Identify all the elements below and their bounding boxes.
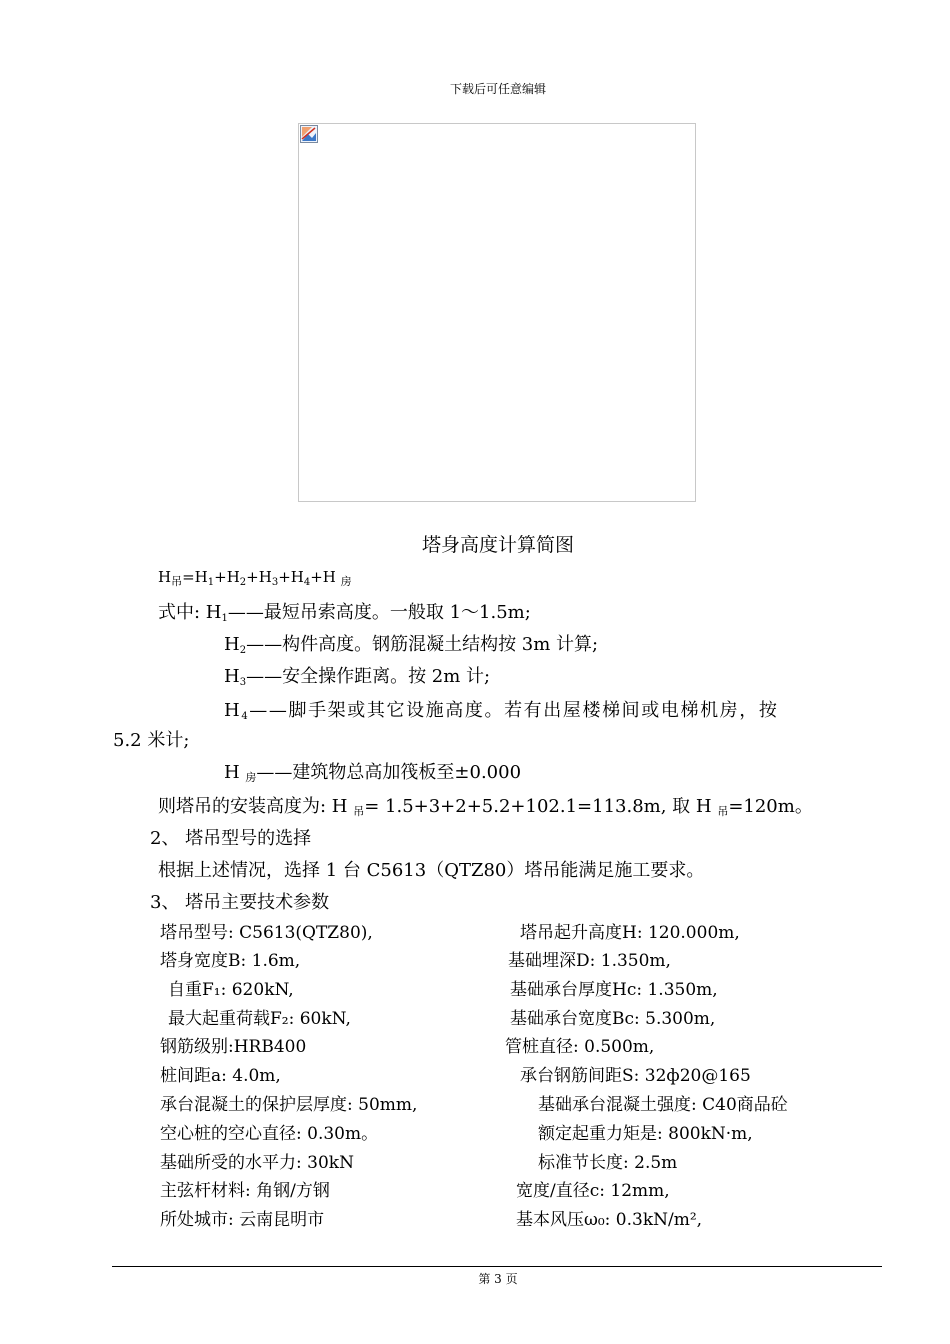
figure-caption: 塔身高度计算简图 bbox=[421, 534, 574, 556]
definition-h3: $H_3——$安全操作距离。按 2m 计; bbox=[224, 666, 491, 688]
param-left: 基础所受的水平力: 30kN bbox=[160, 1153, 354, 1173]
section-2-title: 2、 塔吊型号的选择 bbox=[150, 828, 312, 849]
param-left: 所处城市: 云南昆明市 bbox=[160, 1210, 325, 1230]
param-left: 空心桩的空心直径: 0.30m。 bbox=[160, 1124, 379, 1144]
param-right: 基本风压ω₀: 0.3kN/m², bbox=[516, 1210, 703, 1230]
param-left: 塔身宽度B: 1.6m, bbox=[160, 951, 301, 971]
param-right: 管桩直径: 0.500m, bbox=[505, 1037, 655, 1057]
param-right: 基础埋深D: 1.350m, bbox=[508, 951, 671, 971]
param-right: 塔吊起升高度H: 120.000m, bbox=[520, 923, 740, 943]
definition-h2: $H_2——$构件高度。钢筋混凝土结构按 3m 计算; bbox=[224, 634, 599, 656]
definition-h4-continued: 5.2 米计; bbox=[113, 730, 190, 751]
page-header: 下载后可任意编辑 bbox=[449, 82, 546, 96]
param-right: 标准节长度: 2.5m bbox=[538, 1153, 678, 1173]
param-left: 桩间距a: 4.0m, bbox=[160, 1066, 281, 1086]
param-left: 承台混凝土的保护层厚度: 50mm, bbox=[160, 1095, 418, 1115]
param-right: 基础承台混凝土强度: C40商品砼 bbox=[538, 1095, 788, 1115]
param-left: 钢筋级别:HRB400 bbox=[160, 1037, 307, 1057]
param-right: 额定起重力矩是: 800kN·m, bbox=[538, 1124, 753, 1144]
section-2-body: 根据上述情况，选择 1 台 C5613（QTZ80）塔吊能满足施工要求。 bbox=[158, 860, 705, 881]
install-height: 则塔吊的安装高度为: H 吊= 1.5+3+2+5.2+102.1=113.8m, 取 H 吊=120m。 bbox=[158, 796, 813, 818]
param-right: 宽度/直径c: 12mm, bbox=[516, 1181, 670, 1201]
section-3-title: 3、 塔吊主要技术参数 bbox=[150, 892, 330, 913]
definition-h-fang: H 房——建筑物总高加筏板至±0.000 bbox=[224, 762, 522, 784]
page-number: 第 3 页 bbox=[478, 1272, 518, 1286]
param-right: 基础承台厚度Hc: 1.350m, bbox=[510, 980, 718, 1000]
param-left: 塔吊型号: C5613(QTZ80), bbox=[160, 923, 373, 943]
definition-h4: $H_4——$脚手架或其它设施高度。若有出屋楼梯间或电梯机房，按 bbox=[224, 700, 779, 722]
param-right: 承台钢筋间距S: 32ф20@165 bbox=[520, 1066, 751, 1086]
footer-divider bbox=[112, 1266, 882, 1267]
height-formula: $H_吊=H_1+H_2+H_3+H_4+H$ $_房$ bbox=[158, 568, 352, 588]
figure-image-placeholder bbox=[298, 123, 696, 502]
param-left: 主弦杆材料: 角钢/方钢 bbox=[160, 1181, 330, 1201]
param-left: 最大起重荷载F₂: 60kN, bbox=[168, 1009, 351, 1029]
definition-h1: 式中: $H_1——$最短吊索高度。一般取 1～1.5m; bbox=[158, 602, 531, 624]
param-left: 自重F₁: 620kN, bbox=[168, 980, 294, 1000]
param-right: 基础承台宽度Bc: 5.300m, bbox=[510, 1009, 716, 1029]
broken-image-icon bbox=[300, 125, 318, 143]
